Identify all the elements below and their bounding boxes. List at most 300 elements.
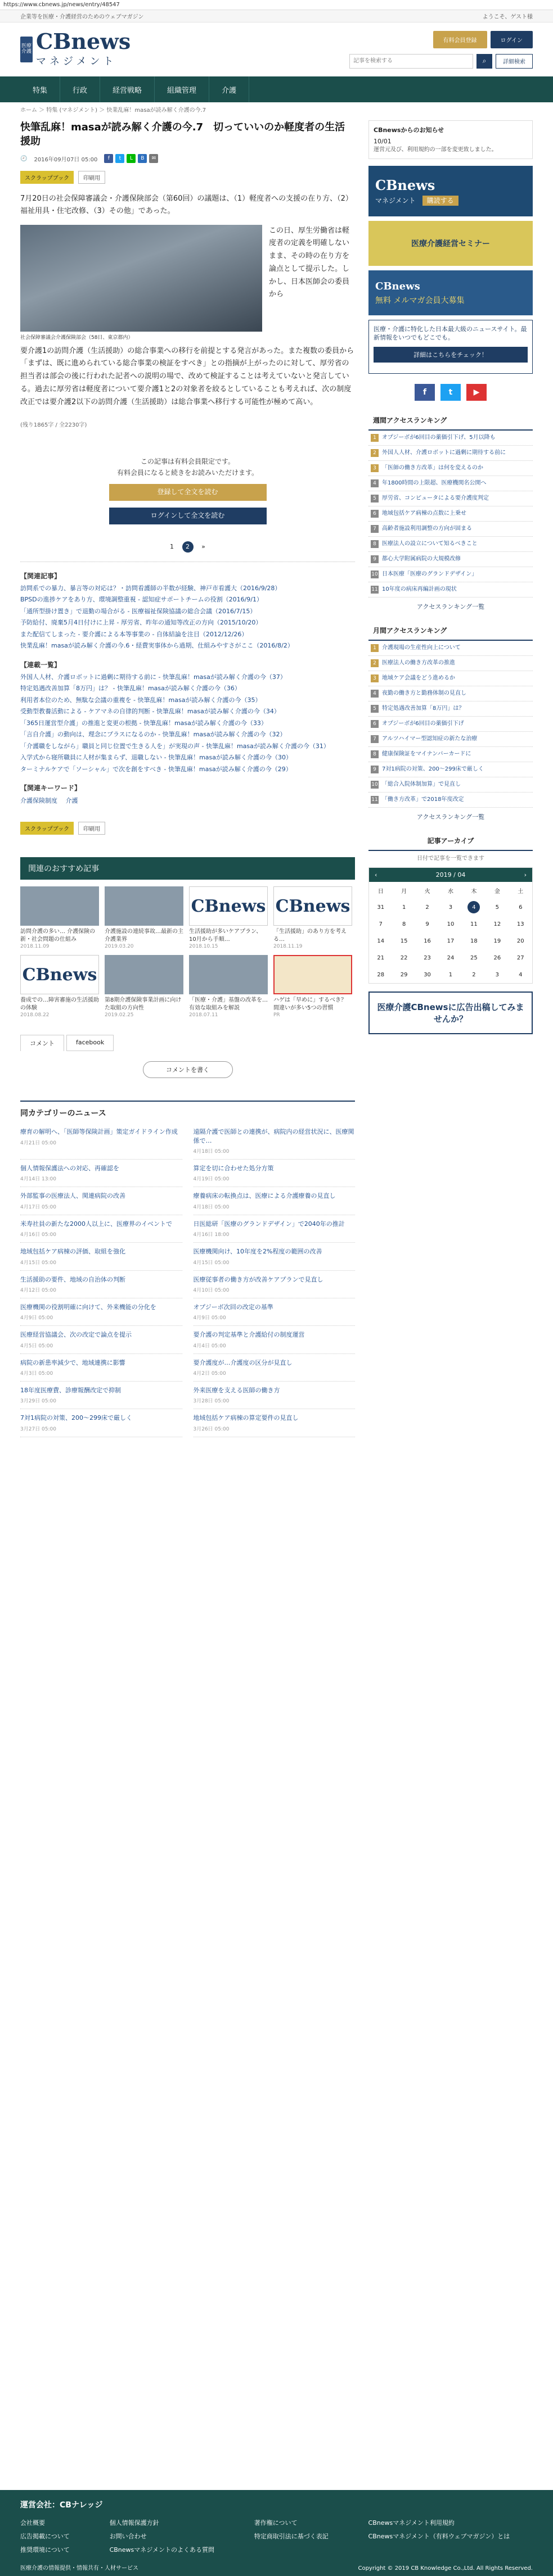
news-date: 4月15日 05:00 xyxy=(193,1260,230,1266)
ranking-item[interactable] xyxy=(368,762,533,777)
calendar-day[interactable]: 27 xyxy=(516,954,524,961)
recommend-grid xyxy=(20,886,355,1018)
ranking-title: 医療法人の設立について知るべきこと xyxy=(382,541,478,547)
ranking-title: 外国人人材、介護ロボットに過剰に期待する前に xyxy=(382,450,506,456)
ranking-item[interactable] xyxy=(368,552,533,567)
subscribe-banner[interactable] xyxy=(368,166,533,216)
advanced-search-button[interactable]: 詳細検索 xyxy=(496,54,533,69)
nav-item-org[interactable]: 組織管理 xyxy=(155,76,209,102)
hatena-share-icon[interactable]: B xyxy=(138,154,147,163)
recommend-thumb xyxy=(273,955,352,994)
recommend-thumb: CBnews xyxy=(273,886,352,926)
recommend-title: 第8期介護保険事業計画に向けた取組の方向性 xyxy=(105,997,182,1012)
notice-text[interactable]: 運営元及び、利用規約の一部を変更致しました。 xyxy=(374,147,497,153)
calendar-day[interactable]: 29 xyxy=(400,971,408,978)
news-item[interactable] xyxy=(20,1123,182,1160)
calendar-day[interactable]: 17 xyxy=(447,938,455,944)
login-button[interactable]: ログイン xyxy=(491,31,533,48)
scrapbook-button-bottom[interactable]: スクラップブック xyxy=(20,822,74,835)
recommend-title: ハゲは「早めに」するべき？ 間違いが多い5つの習慣 xyxy=(273,997,347,1012)
youtube-icon[interactable]: ▶ xyxy=(466,384,487,401)
list-item[interactable]: 「通所型掛け置き」で退勤の場合がる - 医療福祉保険協議の総合会議（2016/7/15） xyxy=(20,607,257,615)
header xyxy=(0,22,553,76)
recommend-thumb: CBnews xyxy=(189,886,268,926)
article-date: 2016年09月07日 05:00 xyxy=(34,156,98,163)
seminar-banner[interactable]: 医療介護経営セミナー xyxy=(368,221,533,266)
ranking-title: アルツハイマー型認知症の新たな治療 xyxy=(382,736,478,742)
calendar-day[interactable]: 4 xyxy=(519,971,523,978)
news-item[interactable] xyxy=(20,1215,182,1243)
recommend-item[interactable] xyxy=(273,955,352,1018)
recommend-title: 生活援助が多いケアプラン、10月から手順… xyxy=(189,929,262,943)
calendar-weekday: 木 xyxy=(471,888,477,895)
news-item[interactable] xyxy=(194,1409,356,1437)
calendar-day[interactable]: 18 xyxy=(470,938,478,944)
list-item[interactable]: 利用者本位のため、無駄な会議の重複を - 快筆乱麻！masaが読み解く介護の今（35） xyxy=(20,696,262,704)
calendar-day[interactable]: 8 xyxy=(402,921,406,927)
calendar xyxy=(368,867,533,984)
banner-sub: マネジメント xyxy=(375,197,416,205)
footer xyxy=(0,2490,553,2576)
news-item[interactable] xyxy=(20,1354,182,1382)
weekly-ranking-more[interactable]: アクセスランキング一覧 xyxy=(416,603,485,610)
ad-banner[interactable]: 医療介護CBnewsに広告出稿してみませんか？ xyxy=(368,992,533,1034)
footer-link[interactable]: お問い合わせ xyxy=(109,2533,147,2540)
ranking-title: 都心大学附属病院の大規模改修 xyxy=(382,556,461,562)
search-icon[interactable]: ⌕ xyxy=(476,54,492,69)
news-title: 算定を切に合わせた処分方策 xyxy=(193,1164,274,1172)
list-item[interactable]: 「介護職をしながら」職員と同じ位置で生きる人を」が実現の声 - 快筆乱麻！masaが読み解く介護の今（31） xyxy=(20,742,330,750)
recommend-date: 2018.11.09 xyxy=(20,944,50,950)
page-next[interactable]: » xyxy=(201,543,205,551)
ranking-item[interactable] xyxy=(368,522,533,537)
list-item[interactable]: 特定処遇改善加算「8万円」は？ - 快筆乱麻！masaが読み解く介護の今（36） xyxy=(20,685,241,692)
calendar-day-selected[interactable] xyxy=(462,899,485,916)
calendar-day[interactable]: 7 xyxy=(379,921,383,927)
rank-number: 4 xyxy=(371,690,379,698)
main-nav xyxy=(0,76,553,102)
list-item[interactable]: また配信てしまった - 要介護による本等事業の - 自体結論を注目（2012/12/26） xyxy=(20,630,248,638)
ranking-title: オプジーボが6回目の薬価引下げ xyxy=(382,721,464,727)
footer-link[interactable]: CBnewsマネジメントのよくある質問 xyxy=(109,2546,214,2554)
rank-number: 7 xyxy=(371,735,379,743)
news-title: 療育の解明へ、「医師等保険計画」策定ガイドライン作成 xyxy=(20,1128,178,1136)
calendar-day[interactable]: 28 xyxy=(377,971,385,978)
ranking-item[interactable] xyxy=(368,686,533,701)
ranking-item[interactable] xyxy=(368,567,533,582)
news-title: 遠隔介護で医師との連携が、病院内の経営状況に、医療関係で… xyxy=(193,1128,354,1144)
calendar-day[interactable]: 2 xyxy=(472,971,476,978)
recommend-title: 訪問介護の多い… 介護保険の新・社会問題の仕組み xyxy=(20,929,96,943)
rank-number: 8 xyxy=(371,750,379,758)
news-date: 4月4日 05:00 xyxy=(193,1343,226,1349)
news-title: 医療経営協議会、次の改定で論点を提示 xyxy=(20,1331,132,1339)
ranking-title: 地域包括ケア病棟の点数に上乗せ xyxy=(382,510,466,517)
news-title: 病院の新患率減少で、地域連携に影響 xyxy=(20,1359,125,1366)
calendar-day[interactable]: 23 xyxy=(424,954,431,961)
calendar-day[interactable]: 9 xyxy=(425,921,429,927)
calendar-day[interactable]: 5 xyxy=(495,904,500,911)
news-item[interactable] xyxy=(20,1187,182,1215)
calendar-day[interactable]: 1 xyxy=(448,971,453,978)
category-news xyxy=(20,1101,355,1437)
photo-caption: 社会保障審議会介護保険部会（58日、東京都内） xyxy=(20,334,133,341)
ranking-title: 厚労省、コンピュータによる要介護度判定 xyxy=(382,495,489,501)
rank-number: 6 xyxy=(371,510,379,518)
archive-heading: 記事アーカイブ xyxy=(368,831,533,851)
recommend-title: 「医療・介護」基盤の改革を… 有効な取組みを解説 xyxy=(189,997,268,1012)
rank-number: 3 xyxy=(371,674,379,682)
facebook-icon[interactable]: f xyxy=(415,384,435,401)
ranking-item[interactable] xyxy=(368,506,533,522)
nav-item-feature[interactable]: 特集 xyxy=(20,76,60,102)
series-heading: 【連載一覧】 xyxy=(20,660,61,669)
recommend-thumb xyxy=(20,886,99,926)
ranking-title: 高齢者施設利用調整の方向が固まる xyxy=(382,526,472,532)
footer-link[interactable]: 特定商取引法に基づく表記 xyxy=(254,2533,329,2540)
news-title: 外来医療を支える医師の働き方 xyxy=(193,1387,280,1395)
recommend-item[interactable] xyxy=(189,955,268,1018)
ranking-title: 「働き方改革」で2018年度改定 xyxy=(382,796,464,803)
news-title: 医療従事者の働き方が改善ケアプランで見直し xyxy=(193,1275,323,1283)
news-item[interactable] xyxy=(194,1215,356,1243)
ranking-title: 年1800時間の上限超、医療機関名公開へ xyxy=(382,480,487,486)
ranking-title: 介護現場の生産性向上について xyxy=(382,645,461,651)
archive-sub: 日付で記事を一覧できます xyxy=(417,855,484,862)
calendar-day[interactable]: 11 xyxy=(470,921,478,927)
news-item[interactable] xyxy=(20,1243,182,1270)
next-month-icon[interactable]: › xyxy=(524,871,527,879)
clock-icon: 🕘 xyxy=(20,155,28,162)
line-share-icon[interactable]: L xyxy=(127,154,136,163)
facebook-share-icon[interactable]: f xyxy=(104,154,113,163)
keyword-link[interactable]: 介護 xyxy=(65,797,78,805)
rank-number: 3 xyxy=(371,464,379,472)
rank-number: 9 xyxy=(371,555,379,563)
footer-link[interactable]: 個人情報保護方針 xyxy=(109,2519,159,2527)
print-button[interactable]: 印刷用 xyxy=(78,171,105,184)
news-date: 4月21日 05:00 xyxy=(20,1140,56,1146)
calendar-day[interactable]: 31 xyxy=(377,904,385,911)
pagination xyxy=(20,541,355,553)
banner-title: CBnews xyxy=(375,177,435,193)
news-date: 4月3日 05:00 xyxy=(20,1371,53,1377)
rank-number: 7 xyxy=(371,525,379,533)
twitter-icon[interactable]: t xyxy=(440,384,461,401)
ranking-item[interactable] xyxy=(368,461,533,476)
article-title: 快筆乱麻！masaが読み解く介護の今.7 切っていいのか軽度者の生活援助 xyxy=(20,121,345,148)
nav-item-admin[interactable]: 行政 xyxy=(60,76,100,102)
rank-number: 1 xyxy=(371,434,379,442)
news-title: 米寿社員の新たな2000人以上に、医療界のイベントで xyxy=(20,1220,172,1228)
banner-cta: 購読する xyxy=(422,196,458,206)
ranking-item[interactable] xyxy=(368,747,533,762)
news-item[interactable] xyxy=(20,1409,182,1437)
weekly-ranking xyxy=(368,431,533,597)
news-item[interactable] xyxy=(194,1382,356,1409)
newsletter-banner[interactable] xyxy=(368,270,533,315)
news-item[interactable] xyxy=(194,1271,356,1298)
register-read-button[interactable]: 登録して全文を読む xyxy=(109,484,267,501)
rank-number: 5 xyxy=(371,705,379,713)
calendar-day[interactable]: 22 xyxy=(400,954,408,961)
calendar-day[interactable]: 13 xyxy=(516,921,524,927)
banner-logo: CBnews xyxy=(375,280,420,292)
calendar-day[interactable]: 16 xyxy=(424,938,431,944)
news-date: 3月26日 05:00 xyxy=(193,1426,230,1432)
rank-number: 2 xyxy=(371,659,379,667)
news-title: 生活援助の要件、地域の自治体の判断 xyxy=(20,1275,125,1283)
recommend-date: PR xyxy=(273,1012,280,1018)
calendar-weekday: 火 xyxy=(424,888,430,895)
recommend-thumb xyxy=(105,955,183,994)
news-item[interactable] xyxy=(20,1382,182,1409)
recommend-item[interactable] xyxy=(20,886,99,949)
monthly-ranking-more[interactable]: アクセスランキング一覧 xyxy=(416,813,485,821)
calendar-day[interactable]: 30 xyxy=(424,971,431,978)
related-heading: 【関連記事】 xyxy=(20,572,61,580)
paywall-text-1: この記事は有料会員限定です。 xyxy=(140,458,235,466)
ranking-item[interactable] xyxy=(368,777,533,793)
news-item[interactable] xyxy=(194,1298,356,1326)
recommend-heading: 関連のおすすめ記事 xyxy=(20,857,355,880)
rank-number: 9 xyxy=(371,766,379,773)
list-item[interactable]: ターミナルケアで「ソーシャル」で次を創をすべき - 快筆乱麻！masaが読み解く介護の今（29） xyxy=(20,765,292,773)
ranking-item[interactable] xyxy=(368,701,533,717)
recommend-date: 2018.11.19 xyxy=(273,944,303,950)
recommend-item[interactable] xyxy=(105,886,183,949)
calendar-day[interactable]: 2 xyxy=(425,904,429,911)
recommend-item[interactable] xyxy=(189,886,268,949)
news-item[interactable] xyxy=(194,1187,356,1215)
news-title: 18年度医療費、診療報酬改定で抑制 xyxy=(20,1387,121,1395)
comment-tabs xyxy=(20,1035,355,1051)
recommend-item[interactable] xyxy=(20,955,99,1018)
nav-item-care[interactable]: 介護 xyxy=(209,76,249,102)
footer-link[interactable]: 推奨環境について xyxy=(20,2546,70,2554)
rank-number: 6 xyxy=(371,720,379,728)
recommend-item[interactable] xyxy=(105,955,183,1018)
news-item[interactable] xyxy=(20,1326,182,1353)
calendar-weekday: 土 xyxy=(518,888,524,895)
social-links xyxy=(368,384,533,401)
calendar-day[interactable]: 25 xyxy=(470,954,478,961)
register-button[interactable]: 有料会員登録 xyxy=(433,31,487,48)
list-item[interactable]: 予防給付、廃棄5月4日付けに上昇 - 厚労省、昨年の通知等改正の方向（2015/10/20） xyxy=(20,619,262,627)
keyword-link[interactable]: 介護保険制度 xyxy=(20,797,57,805)
footer-link[interactable]: CBnewsマネジメント利用規約 xyxy=(368,2519,455,2527)
logo-cbnews: CBnews xyxy=(36,29,131,54)
news-date: 3月29日 05:00 xyxy=(20,1398,56,1405)
paywall xyxy=(20,456,355,524)
footer-link[interactable]: 広告掲載について xyxy=(20,2533,70,2540)
news-item[interactable] xyxy=(194,1326,356,1353)
page-2[interactable]: 2 xyxy=(182,541,194,553)
rank-number: 2 xyxy=(371,449,379,457)
banner-text: 無料 メルマガ会員大募集 xyxy=(375,296,465,305)
news-title: 医療機関向け、10年度を2%程度の範囲の改善 xyxy=(193,1248,322,1256)
keywords xyxy=(20,796,355,805)
news-item[interactable] xyxy=(20,1298,182,1326)
tab-facebook[interactable]: facebook xyxy=(66,1035,114,1051)
list-item[interactable]: BPSDの進捗ケアをあり方、環境調整重視 - 認知症サポートチームの役割（2016/9/1） xyxy=(20,596,263,604)
calendar-month: 2019 / 04 xyxy=(435,871,466,879)
recommend-title: 養成での…障害審施の生活援助の体験 xyxy=(20,997,99,1012)
footer-link[interactable]: 会社概要 xyxy=(20,2519,45,2527)
ranking-item[interactable] xyxy=(368,431,533,446)
news-title: 要介護の判定基準と介護給付の制度運営 xyxy=(193,1331,305,1339)
news-title: 個人情報保護法への対応、再確認を xyxy=(20,1164,119,1172)
calendar-day[interactable]: 21 xyxy=(377,954,385,961)
news-date: 4月2日 05:00 xyxy=(193,1371,226,1377)
news-date: 4月14日 13:00 xyxy=(20,1176,56,1183)
recommend-date: 2018.08.22 xyxy=(20,1012,50,1018)
logo-badge: 医療介護 xyxy=(20,37,33,62)
prev-month-icon[interactable]: ‹ xyxy=(375,871,377,879)
list-item[interactable]: 訪問系での暴力、暴言等の対応は？・訪問看護師の半数が経験、神戸市看護大（2016/9/28） xyxy=(20,584,281,592)
recommend-item[interactable] xyxy=(273,886,352,949)
news-date: 4月18日 05:00 xyxy=(193,1204,230,1210)
ranking-item[interactable] xyxy=(368,793,533,808)
nav-item-strategy[interactable]: 経営戦略 xyxy=(100,76,155,102)
ranking-item[interactable] xyxy=(368,671,533,686)
calendar-day[interactable]: 10 xyxy=(447,921,455,927)
ranking-item[interactable] xyxy=(368,537,533,552)
info-banner xyxy=(368,320,533,374)
notice-box xyxy=(368,120,533,159)
article-body-side: この日、厚生労働省は軽度者の定義を明確しないまま、その時の在り方を論点として提示した。しかし、日本医師会の委員から xyxy=(269,226,350,299)
calendar-day[interactable]: 15 xyxy=(400,938,408,944)
news-date: 4月15日 05:00 xyxy=(20,1260,56,1266)
url-bar[interactable]: https://www.cbnews.jp/news/entry/48547 xyxy=(0,0,553,10)
footer-link[interactable]: CBnewsマネジメント（有料ウェブマガジン）とは xyxy=(368,2533,510,2540)
calendar-weekday: 月 xyxy=(401,888,407,895)
print-button-bottom[interactable]: 印刷用 xyxy=(78,822,105,835)
calendar-day[interactable]: 19 xyxy=(493,938,501,944)
news-title: 日医総研「医療のグランドデザイン」で2040年の推計 xyxy=(193,1220,345,1228)
calendar-day-label: 4 xyxy=(467,901,480,913)
scrapbook-button[interactable]: スクラップブック xyxy=(20,171,74,184)
breadcrumb[interactable]: ホーム ＞ 特集 (マネジメント) ＞ 快業乱麻！masaが読み解く介護の今.7 xyxy=(20,107,206,114)
calendar-day[interactable]: 20 xyxy=(516,938,524,944)
news-item[interactable] xyxy=(194,1123,356,1160)
top-strip xyxy=(0,10,553,22)
news-date: 4月19日 05:00 xyxy=(193,1176,230,1183)
news-date: 4月16日 05:00 xyxy=(20,1232,56,1238)
news-item[interactable] xyxy=(194,1354,356,1382)
page-1[interactable]: 1 xyxy=(170,543,174,551)
calendar-day[interactable]: 1 xyxy=(402,904,406,911)
rank-number: 11 xyxy=(371,796,379,804)
news-date: 4月9日 05:00 xyxy=(20,1315,53,1321)
calendar-day[interactable]: 3 xyxy=(495,971,500,978)
news-item[interactable] xyxy=(20,1160,182,1187)
char-count: (残り1865字 / 全2230字) xyxy=(20,422,87,429)
footer-link[interactable]: 著作権について xyxy=(254,2519,298,2527)
ranking-title: 地域ケア会議をどう進めるか xyxy=(382,675,455,681)
ranking-title: 7対1病院の対策、200〜299床で厳しく xyxy=(382,766,484,772)
login-read-button[interactable]: ログインして全文を読む xyxy=(109,508,267,524)
related-list xyxy=(20,584,355,651)
calendar-day[interactable]: 24 xyxy=(447,954,455,961)
news-title: 7対1病院の対策、200〜299床で厳しく xyxy=(20,1414,132,1422)
tab-comment[interactable]: コメント xyxy=(20,1035,64,1051)
calendar-day[interactable]: 6 xyxy=(519,904,523,911)
recommend-date: 2018.10.15 xyxy=(189,944,218,950)
ranking-item[interactable] xyxy=(368,446,533,461)
write-comment-button[interactable]: コメントを書く xyxy=(143,1061,233,1078)
ranking-item[interactable] xyxy=(368,582,533,597)
calendar-day[interactable]: 12 xyxy=(493,921,501,927)
footer-heading: 運営会社：CBナレッジ xyxy=(20,2501,103,2510)
article-photo xyxy=(20,225,262,341)
ranking-item[interactable] xyxy=(368,641,533,656)
article-body: 要介護1の訪問介護（生活援助）の総合事業への移行を前提とする発言があった。また複数の委員から「まずは、既に進められている総合事業の検証をすべき」との指摘が上がったのに対して、厚労省の担当者は部会の後に行われた記者への説明の場で、改めて検証することは考えていないと発言している。過去に厚労省は軽度者について要介護1と2の対象者を絞るとしていることも考えれば、次の制度改正では要介護2以下の訪問介護（生活援助）は総合事業へ移行する可能性が極めて高い。 xyxy=(20,346,354,406)
calendar-day[interactable]: 26 xyxy=(493,954,501,961)
list-item[interactable]: 入学式から寝所職員に人材が集まらず、退職しない - 快筆乱麻！masaが読み解く介護の今（30） xyxy=(20,754,293,762)
ranking-item[interactable] xyxy=(368,491,533,506)
recommend-thumb xyxy=(105,886,183,926)
calendar-day[interactable]: 3 xyxy=(448,904,453,911)
recommend-date: 2018.07.11 xyxy=(189,1012,218,1018)
ranking-item[interactable] xyxy=(368,656,533,671)
info-button[interactable]: 詳細はこちらをチェック！ xyxy=(374,347,528,363)
news-date: 4月12日 05:00 xyxy=(20,1287,56,1293)
ranking-title: 特定処遇改善加算「8万円」は？ xyxy=(382,705,465,712)
ranking-item[interactable] xyxy=(368,732,533,747)
keywords-heading: 【関連キーワード】 xyxy=(20,784,82,793)
notice-date: 10/01 xyxy=(374,138,392,145)
weekly-ranking-heading: 週間アクセスランキング xyxy=(368,411,533,431)
news-item[interactable] xyxy=(20,1271,182,1298)
logo-management: マネジメント xyxy=(36,56,117,67)
news-item[interactable] xyxy=(194,1160,356,1187)
search-input[interactable] xyxy=(349,54,473,69)
recommend-thumb: CBnews xyxy=(20,955,99,994)
news-title: 療養病床の転換点は、医療による介護療養の見直し xyxy=(193,1192,336,1200)
ranking-title: 日本医療「医療のグランドデザイン」 xyxy=(382,571,478,577)
recommend-thumb xyxy=(189,955,268,994)
mail-share-icon[interactable]: ✉ xyxy=(149,154,158,163)
list-item[interactable]: 「365日運営型介護」の推進と変更の根拠 - 快筆乱麻！masaが読み解く介護の今（33） xyxy=(20,719,267,727)
twitter-share-icon[interactable]: t xyxy=(115,154,124,163)
info-text: 医療・介護に特化した日本最大級のニュースサイト。最新情報をいつでもどこでも。 xyxy=(374,325,527,342)
ranking-title: 健康保険証をマイナンバーカードに xyxy=(382,751,471,757)
rank-number: 1 xyxy=(371,644,379,652)
news-item[interactable] xyxy=(194,1243,356,1270)
news-title: 地域包括ケア病棟の算定要件の見直し xyxy=(193,1414,299,1422)
recommend-date: 2019.02.25 xyxy=(105,1012,134,1018)
recommend-title: 介護施設の連続事故…最新の主介護業界 xyxy=(105,929,183,943)
news-date: 4月10日 05:00 xyxy=(193,1287,230,1293)
copyright: Copyright © 2019 CB Knowledge Co.,Ltd. All Rights Reserved. xyxy=(358,2565,533,2572)
list-item[interactable]: 外国人人材、介護ロボットに過剰に期待する前に - 快筆乱麻！masaが読み解く介護の今（37） xyxy=(20,673,286,681)
ranking-item[interactable] xyxy=(368,717,533,732)
rank-number: 5 xyxy=(371,495,379,502)
ranking-title: 10年度の病床再編計画の現状 xyxy=(382,586,457,592)
rank-number: 11 xyxy=(371,586,379,594)
ranking-title: 夜勤の働き方と勤務体制の見直し xyxy=(382,690,466,696)
news-date: 4月5日 05:00 xyxy=(20,1343,53,1349)
welcome-text: ようこそ、ゲスト様 xyxy=(482,14,533,20)
calendar-day[interactable]: 14 xyxy=(377,938,385,944)
site-logo[interactable] xyxy=(20,31,131,68)
list-item[interactable]: 受動型教養活動による - ケアマネの自律的判断 - 快筆乱麻！masaが読み解く介護の今（34） xyxy=(20,708,280,716)
list-item[interactable]: 快業乱麻！masaが読み解く介護の今.6・経費実事体から過期、仕組みやすさがここ（2016/8/2） xyxy=(20,642,294,650)
list-item[interactable]: 「言自介護」の動向は、理念にプラスになるのか - 快筆乱麻！masaが読み解く介護の今（32） xyxy=(20,731,286,739)
rank-number: 4 xyxy=(371,479,379,487)
ranking-item[interactable] xyxy=(368,476,533,491)
